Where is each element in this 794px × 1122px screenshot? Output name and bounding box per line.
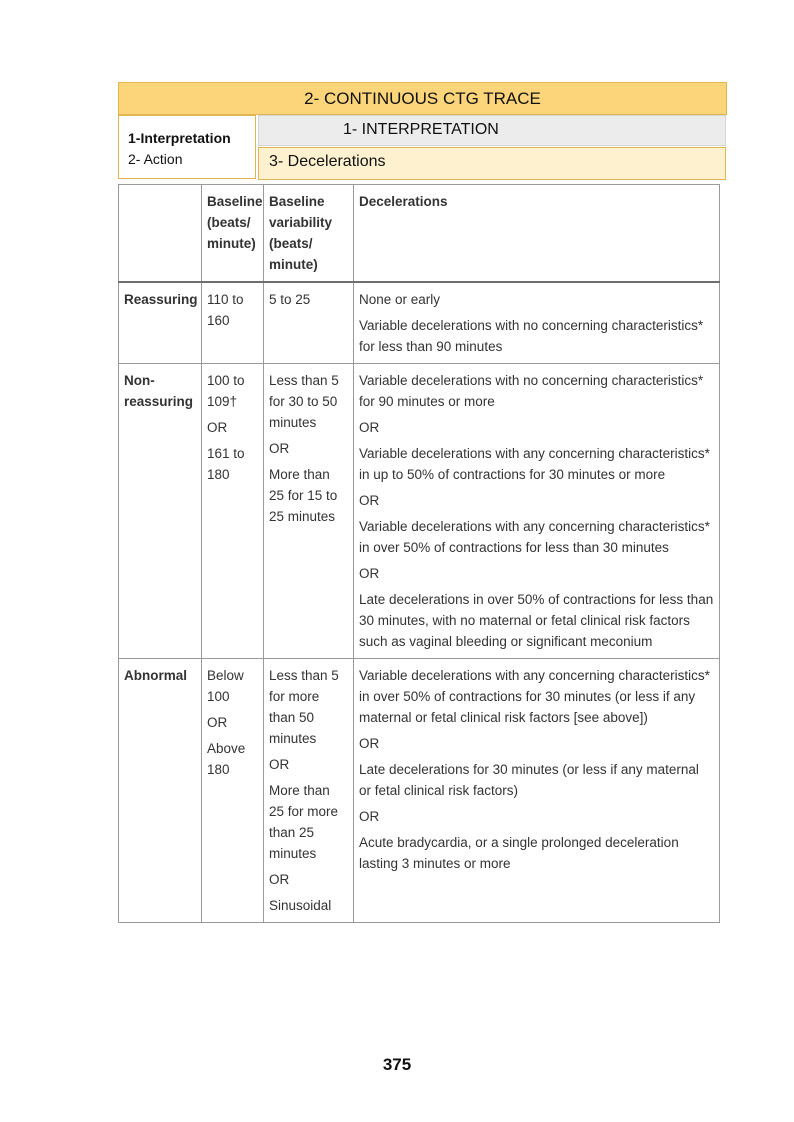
decelerations-text: Variable decelerations with any concerning characteristics* in up to 50% of contractions for 30 minutes or more	[359, 446, 710, 482]
decelerations-text: OR	[359, 809, 380, 824]
table-body	[119, 282, 720, 923]
column-header-decelerations: Decelerations	[354, 185, 720, 283]
row-category: Reassuring	[119, 282, 202, 364]
decelerations-text: OR	[359, 736, 380, 751]
variability-text: 5 to 25	[269, 292, 311, 307]
variability-text: Sinusoidal	[269, 898, 332, 913]
table-row	[119, 282, 720, 364]
variability-text: OR	[269, 757, 290, 772]
column-header-variability: Baseline variability (beats/ minute)	[264, 185, 354, 283]
variability-text: Less than 5 for more than 50 minutes	[269, 668, 339, 746]
variability-text: More than 25 for 15 to 25 minutes	[269, 467, 338, 524]
ctg-classification-table	[118, 184, 720, 923]
baseline-text: 161 to 180	[207, 446, 245, 482]
variability-text: More than 25 for more than 25 minutes	[269, 783, 339, 861]
section-header-title: 2- CONTINUOUS CTG TRACE	[304, 88, 541, 108]
cell-decelerations	[354, 282, 720, 364]
variability-text: Less than 5 for 30 to 50 minutes	[269, 373, 339, 430]
table-row	[119, 364, 720, 659]
baseline-text: Below 100	[207, 668, 244, 704]
cell-baseline	[202, 282, 264, 364]
row-category: Abnormal	[119, 659, 202, 923]
interpretation-title: 1- INTERPRETATION	[343, 121, 499, 138]
decelerations-text: OR	[359, 566, 380, 581]
decelerations-band	[258, 147, 726, 180]
decelerations-text: Variable decelerations with any concerning characteristics* in over 50% of contractions for less than 30 minutes	[359, 519, 710, 555]
baseline-text: OR	[207, 420, 228, 435]
variability-text: OR	[269, 872, 290, 887]
baseline-text: Above 180	[207, 741, 246, 777]
interpretation-band	[258, 115, 726, 146]
decelerations-text: Variable decelerations with no concerning characteristics* for less than 90 minutes	[359, 318, 704, 354]
cell-decelerations	[354, 364, 720, 659]
decelerations-text: None or early	[359, 292, 441, 307]
decelerations-text: Variable decelerations with any concerning characteristics* in over 50% of contractions for 30 minutes (or less if any maternal or fetal clinical risk factors [see above])	[359, 668, 710, 725]
cell-variability	[264, 659, 354, 923]
page-number: 375	[382, 1055, 412, 1074]
column-header-category	[119, 185, 202, 283]
table-header-row	[119, 185, 720, 283]
baseline-text: OR	[207, 715, 228, 730]
cell-variability	[264, 364, 354, 659]
decelerations-text: Late decelerations in over 50% of contractions for less than 30 minutes, with no maternal or fetal clinical risk factors such as vaginal bleeding or significant meconium	[359, 592, 714, 649]
decelerations-text: OR	[359, 493, 380, 508]
nav-item-interpretation[interactable]: 1-Interpretation	[128, 130, 231, 146]
cell-variability	[264, 282, 354, 364]
cell-decelerations	[354, 659, 720, 923]
cell-baseline	[202, 364, 264, 659]
decelerations-text: OR	[359, 420, 380, 435]
decelerations-text: Late decelerations for 30 minutes (or less if any maternal or fetal clinical risk factors)	[359, 762, 699, 798]
baseline-text: 110 to 160	[207, 292, 244, 328]
cell-baseline	[202, 659, 264, 923]
column-header-baseline: Baseline (beats/ minute)	[202, 185, 264, 283]
baseline-text: 100 to 109†	[207, 373, 245, 409]
decelerations-text: Acute bradycardia, or a single prolonged deceleration lasting 3 minutes or more	[359, 835, 679, 871]
table-row	[119, 659, 720, 923]
nav-box	[118, 115, 256, 179]
nav-item-action[interactable]: 2- Action	[128, 151, 183, 167]
row-category: Non-reassuring	[119, 364, 202, 659]
decelerations-subtitle: 3- Decelerations	[269, 153, 386, 170]
variability-text: OR	[269, 441, 290, 456]
decelerations-text: Variable decelerations with no concerning characteristics* for 90 minutes or more	[359, 373, 704, 409]
section-header	[118, 82, 727, 115]
